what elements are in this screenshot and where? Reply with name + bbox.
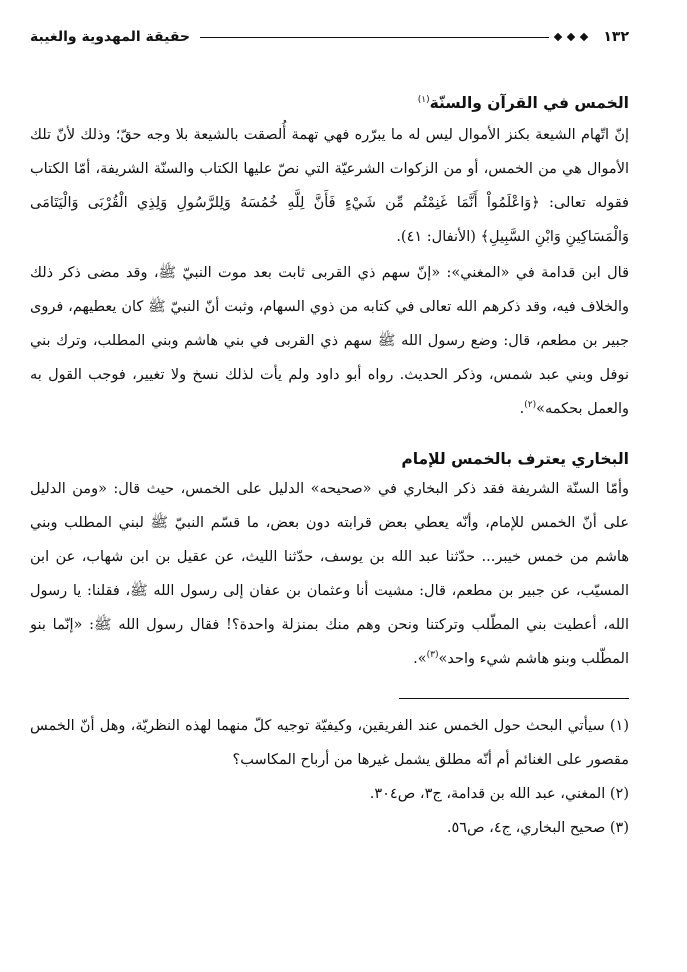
footnote-separator bbox=[399, 698, 629, 699]
paragraph-text: وأمّا السنّة الشريفة فقد ذكر البخاري في «صحيحه» الدليل على الخمس، حيث قال: «ومن الدليل على أنّ الخمس للإمام، وأنّه يعطي بعض قرابته دون بعض، ما قسّم النبيّ ﷺ لبني المطلب وبني هاشم من خمس خيبر... حدّثنا عبد الله بن يوسف، حدّثنا الليث، عن عقيل بن ابن شهاب، عن ابن المسيّب، عن جبير بن مطعم، قال: مشيت أنا وعثمان بن عفان إلى رسول الله ﷺ، فقلنا: يا رسول الله، أعطيت بني المطّلب وتركتنا ونحن وهم منك بمنزلة واحدة؟! فقال رسول الله ﷺ: «إنّما بنو المطّلب وبنو هاشم شيء واحد» bbox=[30, 481, 629, 667]
paragraph-text: قال ابن قدامة في «المغني»: «إنّ سهم ذي القربى ثابت بعد موت النبيّ ﷺ، وقد مضى ذكر ذلك والخلاف فيه، وقد ذكرهم الله تعالى في كتابه من ذوي السهام، وثبت أنّ النبيّ ﷺ كان يعطيهم، فروى جبير بن مطعم، قال: وضع رسول الله ﷺ سهم ذي القربى في بني هاشم وبني المطلب، وترك بني نوفل وبني عبد شمس، وذكر الحديث. رواه أبو داود ولم يأت لذلك نسخ ولا تغيير، فوجب القول به والعمل بحكمه» bbox=[30, 265, 629, 417]
footnote-1: (١) سيأتي البحث حول الخمس عند الفريقين، وكيفيّة توجيه كلّ منهما لهذه النظريّة، وهل أنّ الخمس مقصور على الغنائم أم أنّه مطلق يشمل غيرها من أرباح المكاسب؟ bbox=[30, 718, 629, 768]
section-heading-bukhari bbox=[30, 448, 629, 470]
ibn-qudama-paragraph bbox=[30, 256, 629, 426]
verse-reference: (الأنفال: ٤١). bbox=[396, 229, 476, 245]
book-title: حقيقة المهدوية والغيبة bbox=[30, 29, 190, 45]
section-heading-khums bbox=[30, 92, 629, 114]
diamond-icon bbox=[567, 33, 575, 41]
page-number: ١٣٢ bbox=[603, 29, 629, 45]
quran-verse: ﴿وَاعْلَمُواْ أَنَّمَا غَنِمْتُم مِّن شَيْءٍ فَأَنَّ لِلَّهِ خُمُسَهُ وَلِلرَّسُولِ وَلِذِي الْقُرْبَى وَالْيَتَامَى وَالْمَسَاكِينِ وَابْنِ السَّبِيلِ﴾ bbox=[30, 195, 629, 245]
header-rule bbox=[200, 34, 593, 40]
intro-paragraph bbox=[30, 118, 629, 254]
footnote-ref: (١) bbox=[417, 94, 430, 105]
footnote-3: (٣) صحيح البخاري، ج٤، ص٥٦. bbox=[446, 820, 629, 836]
header-line bbox=[200, 37, 549, 38]
footnote-ref: (٢) bbox=[524, 400, 537, 411]
paragraph-end: . bbox=[519, 401, 525, 417]
heading-text: البخاري يعترف بالخمس للإمام bbox=[401, 450, 629, 468]
running-header bbox=[30, 26, 629, 48]
bukhari-paragraph bbox=[30, 472, 629, 676]
footnotes bbox=[30, 709, 629, 845]
diamond-icon bbox=[554, 33, 562, 41]
footnote-ref: (٣) bbox=[426, 650, 439, 661]
paragraph-end: ». bbox=[413, 651, 427, 667]
footnote-2: (٢) المغني، عبد الله بن قدامة، ج٣، ص٣٠٤. bbox=[369, 786, 629, 802]
intro-text: إنّ اتّهام الشيعة بكنز الأموال ليس له ما يبرّره فهي تهمة أُلصقت بالشيعة بلا وجه حقّ؛ وذلك لأنّ تلك الأموال هي من الخمس، أو من الزكوات الشرعيّة التي نصّ عليها الكتاب والسنّة الشريفة، أمّا الكتاب فقوله تعالى: bbox=[30, 127, 629, 211]
diamond-icon bbox=[580, 33, 588, 41]
heading-text: الخمس في القرآن والسنّة bbox=[429, 94, 629, 112]
diamond-ornament bbox=[555, 34, 587, 40]
